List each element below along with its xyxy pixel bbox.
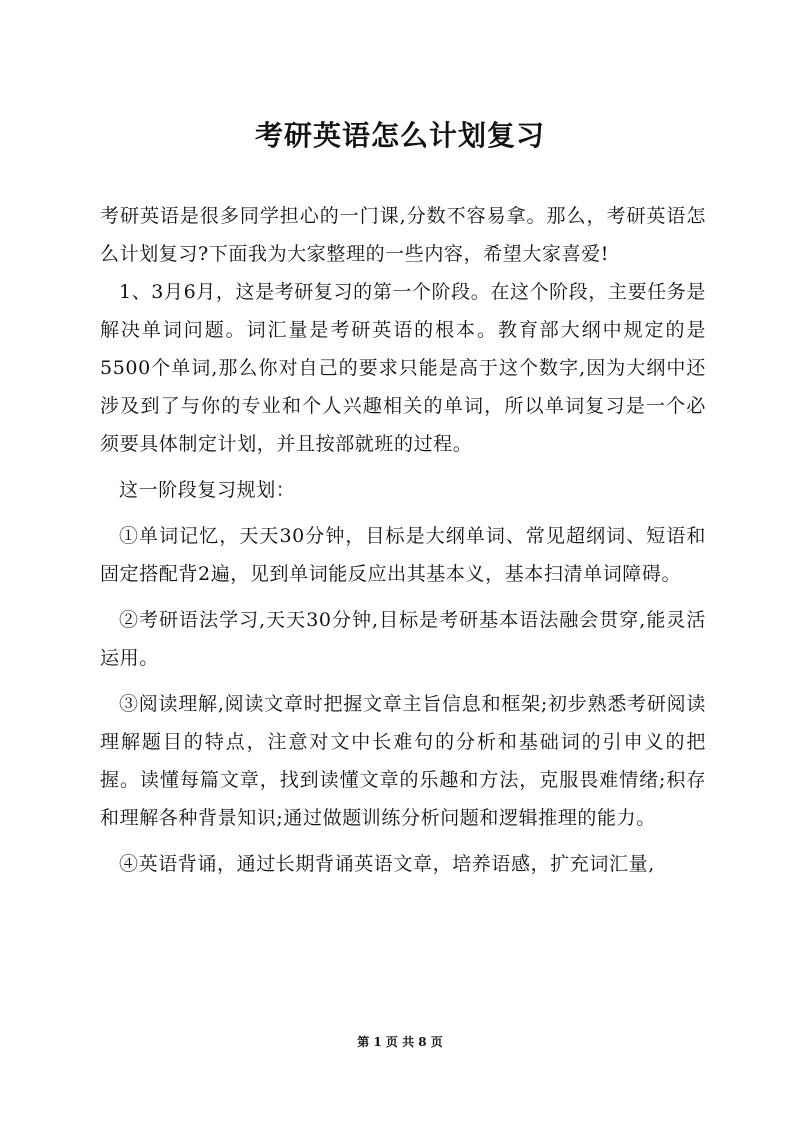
paragraph-plan-heading: 这一阶段复习规划： bbox=[119, 479, 296, 501]
paragraph-stage-one: 1、3月6月，这是考研复习的第一个阶段。在这个阶段，主要任务是解决单词问题。词汇量是考研英语的根本。教育部大纲中规定的是5500个单词,那么你对自己的要求只能是高于这个数字,因为大纲中还涉及到了与你的专业和个人兴趣相关的单词，所以单词复习是一个必须要具体制定计划，并且按部就班的过程。 bbox=[100, 281, 706, 455]
paragraph-item-1: ①单词记忆，天天30分钟，目标是大纲单词、常见超纲词、短语和固定搭配背2遍，见到单词能反应出其基本义，基本扫清单词障碍。 bbox=[100, 525, 706, 585]
page-footer: 第 1 页 共 8 页 bbox=[357, 1035, 443, 1049]
paragraph-item-3: ③阅读理解,阅读文章时把握文章主旨信息和框架;初步熟悉考研阅读理解题目的特点，注意对文中长难句的分析和基础词的引申义的把握。读懂每篇文章，找到读懂文章的乐趣和方法，克服畏难情绪;积存和理解各种背景知识;通过做题训练分析问题和逻辑推理的能力。 bbox=[100, 693, 706, 829]
paragraph-item-4: ④英语背诵，通过长期背诵英语文章，培养语感，扩充词汇量, bbox=[119, 853, 655, 875]
document-body bbox=[100, 197, 706, 883]
paragraph-item-2: ②考研语法学习,天天30分钟,目标是考研基本语法融会贯穿,能灵活运用。 bbox=[100, 609, 706, 669]
paragraph-intro: 考研英语是很多同学担心的一门课,分数不容易拿。那么，考研英语怎么计划复习?下面我为大家整理的一些内容，希望大家喜爱! bbox=[100, 205, 706, 265]
document-title: 考研英语怎么计划复习 bbox=[254, 119, 545, 152]
